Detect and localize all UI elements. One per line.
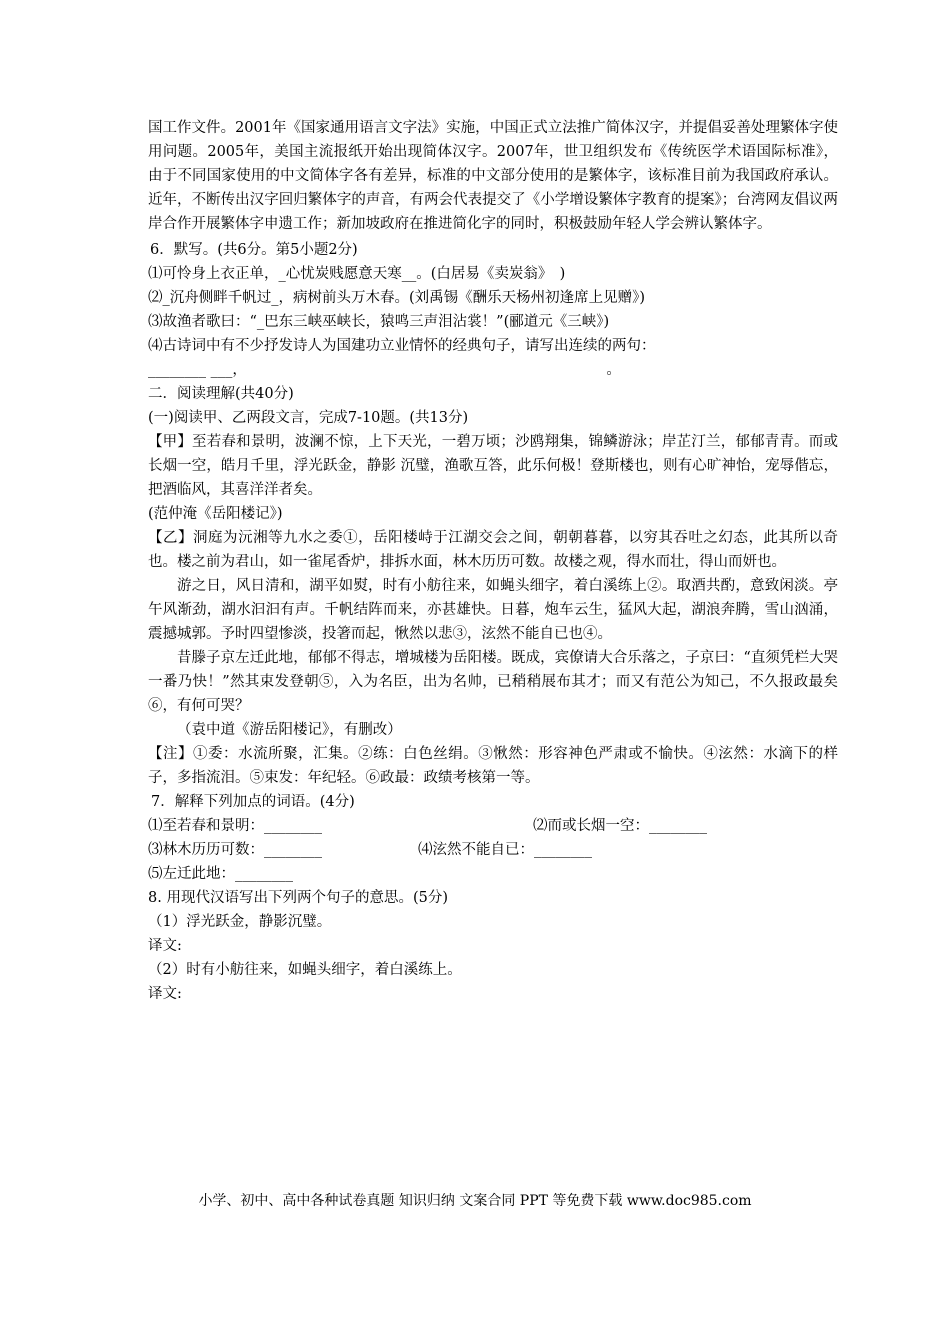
q6-title: 6．默写。(共6分。第5小题2分): [150, 242, 358, 258]
q8-translation-label-2: 译文:: [148, 986, 182, 1002]
section2-title: 二．阅读理解(共40分): [148, 386, 294, 402]
q7-item-5: ⑸左迁此地：________: [148, 866, 293, 882]
passage-jia-source: (范仲淹《岳阳楼记》): [148, 506, 283, 522]
section2-sub1: (一)阅读甲、乙两段文言，完成7-10题。(共13分): [148, 410, 469, 426]
passage-jia: 【甲】至若春和景明，波澜不惊，上下天光，一碧万顷；沙鸥翔集，锦鳞游泳；岸芷汀兰，郁郁青青。而或长烟一空，皓月千里，浮光跃金，静影 沉璧，渔歌互答，此乐何极！登斯楼也，则有心旷神怡，宠辱偕忘，把酒临风，其喜洋洋者矣。: [148, 434, 838, 498]
q7-item-4: ⑷泫然不能自已：________: [418, 842, 592, 858]
document-body: [148, 116, 838, 1006]
passage-yi-source: （袁中道《游岳阳楼记》，有删改）: [177, 722, 402, 738]
q6-item-1: ⑴可怜身上衣正单，_心忧炭贱愿意天寒__。(白居易《卖炭翁》 ): [148, 266, 566, 282]
q7-item-1: ⑴至若春和景明：________: [148, 818, 322, 834]
q7-title: 7．解释下列加点的词语。(4分): [151, 794, 355, 810]
passage-yi-p2: 游之日，风日清和，湖平如熨，时有小舫往来，如蝇头细字，着白溪练上②。取酒共酌，意致闲淡。亭午风渐劲，湖水汩汩有声。千帆结阵而来，亦甚雄快。日暮，炮车云生，猛风大起，湖浪奔腾，雪山汹涌，震撼城郭。予时四望惨淡，投箸而起，愀然以悲③，泫然不能自已也④。: [148, 578, 838, 642]
q6-item-3: ⑶故渔者歌曰：“_巴东三峡巫峡长，猿鸣三声泪沾裳！”(郦道元《三峡》): [148, 314, 610, 330]
page-footer: 小学、初中、高中各种试卷真题 知识归纳 文案合同 PPT 等免费下载 www.doc985.com: [198, 1193, 752, 1209]
q6-answer-blank: ________ ___， 。: [148, 362, 621, 378]
q8-translation-label-1: 译文:: [148, 938, 182, 954]
q6-item-2: ⑵_沉舟侧畔千帆过_，病树前头万木春。(刘禹锡《酬乐天杨州初逢席上见赠》): [148, 290, 646, 306]
q8-sentence-2: （2）时有小舫往来，如蝇头细字，着白溪练上。: [148, 962, 462, 978]
passage-yi-p1: 【乙】洞庭为沅湘等九水之委①，岳阳楼峙于江湖交会之间，朝朝暮暮，以穷其吞吐之幻态，此其所以奇也。楼之前为君山，如一雀尾香炉，排拆水面，林木历历可数。故楼之观，得水而壮，得山而妍也。: [148, 530, 838, 570]
q8-title: 8. 用现代汉语写出下列两个句子的意思。(5分): [148, 890, 448, 906]
q7-row-2: [148, 838, 838, 862]
intro-paragraph: 国工作文件。2001年《国家通用语言文字法》实施，中国正式立法推广简体汉字，并提倡妥善处理繁体字使用问题。2005年，美国主流报纸开始出现简体汉字。2007年，世卫组织发布《传统医学术语国际标准》，由于不同国家使用的中文简体字各有差异，标准的中文部分使用的是繁体字，该标准目前为我国政府承认。近年，不断传出汉字回归繁体字的声音，有两会代表提交了《小学增设繁体字教育的提案》；台湾网友倡议两岸合作开展繁体字申遗工作；新加坡政府在推进简化字的同时，积极鼓励年轻人学会辨认繁体字。: [148, 120, 838, 232]
q7-row-1: [148, 814, 838, 838]
q7-item-2: ⑵而或长烟一空：________: [533, 818, 707, 834]
q7-item-3: ⑶林木历历可数：________: [148, 842, 322, 858]
passage-yi-p3: 昔滕子京左迁此地，郁郁不得志，增城楼为岳阳楼。既成，宾僚请大合乐落之，子京曰：“直须凭栏大哭一番乃快！”然其束发登朝⑤，入为名臣，出为名帅，已稍稍展布其才；而又有范公为知己，不久报政最矣⑥，有何可哭？: [148, 650, 838, 714]
passage-notes: 【注】①委：水流所聚，汇集。②练：白色丝绢。③愀然：形容神色严肃或不愉快。④泫然：水滴下的样子，多指流泪。⑤束发：年纪轻。⑥政最：政绩考核第一等。: [148, 746, 838, 786]
q8-sentence-1: （1）浮光跃金，静影沉璧。: [148, 914, 332, 930]
q6-item-4: ⑷古诗词中有不少抒发诗人为国建功立业情怀的经典句子，请写出连续的两句：: [148, 338, 656, 354]
